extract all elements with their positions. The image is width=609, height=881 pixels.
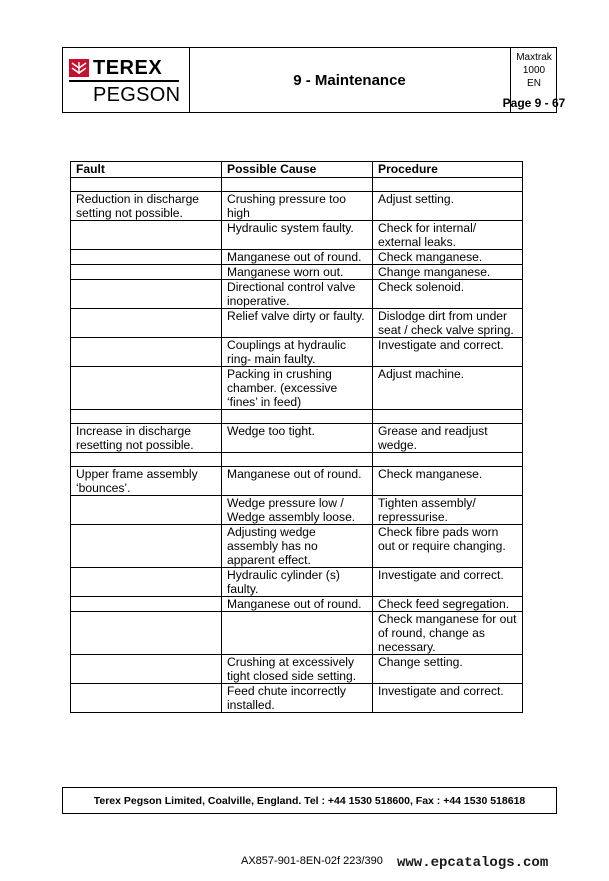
cell-procedure: Check manganese. [373, 467, 523, 496]
cell-fault [71, 367, 222, 410]
cell-procedure: Check manganese. [373, 250, 523, 265]
cell-fault [71, 265, 222, 280]
table-row [71, 568, 523, 597]
cell-cause: Crushing at excessively tight closed side setting. [222, 655, 373, 684]
cell-cause: Manganese out of round. [222, 250, 373, 265]
column-header-cause: Possible Cause [222, 162, 373, 178]
cell-procedure: Adjust machine. [373, 367, 523, 410]
cell-cause [222, 612, 373, 655]
table-row [71, 496, 523, 525]
cell-fault [71, 612, 222, 655]
cell-procedure: Change setting. [373, 655, 523, 684]
table-row [71, 250, 523, 265]
cell-procedure: Investigate and correct. [373, 338, 523, 367]
cell-cause: Relief valve dirty or faulty. [222, 309, 373, 338]
cell-cause [222, 410, 373, 424]
table-row [71, 467, 523, 496]
cell-fault: Upper frame assembly ‘bounces’. [71, 467, 222, 496]
table-header-row [71, 162, 523, 178]
table-row [71, 525, 523, 568]
table-row [71, 655, 523, 684]
cell-procedure: Grease and readjust wedge. [373, 424, 523, 453]
cell-cause: Manganese out of round. [222, 597, 373, 612]
fault-table [70, 161, 523, 713]
table-row [71, 280, 523, 309]
cell-fault [71, 410, 222, 424]
column-header-procedure: Procedure [373, 162, 523, 178]
table-row [71, 265, 523, 280]
document-reference: AX857-901-8EN-02f 223/390 [241, 855, 383, 867]
brand-name-terex: TEREX [93, 57, 163, 79]
cell-procedure: Check feed segregation. [373, 597, 523, 612]
table-spacer-row [71, 453, 523, 467]
cell-procedure: Check solenoid. [373, 280, 523, 309]
table-row [71, 367, 523, 410]
cell-procedure: Dislodge dirt from under seat / check valve spring. [373, 309, 523, 338]
table-row [71, 192, 523, 221]
terex-logo-icon [69, 59, 89, 77]
table-body [71, 178, 523, 713]
cell-procedure: Investigate and correct. [373, 568, 523, 597]
cell-fault [71, 250, 222, 265]
cell-fault [71, 338, 222, 367]
model-name: Maxtrak [516, 52, 552, 63]
page-header [62, 47, 566, 113]
cell-cause: Couplings at hydraulic ring- main faulty. [222, 338, 373, 367]
cell-fault: Reduction in discharge setting not possible. [71, 192, 222, 221]
cell-cause: Adjusting wedge assembly has no apparent effect. [222, 525, 373, 568]
cell-fault [71, 684, 222, 713]
cell-procedure: Adjust setting. [373, 192, 523, 221]
table-row [71, 597, 523, 612]
cell-procedure [373, 178, 523, 192]
cell-fault [71, 597, 222, 612]
company-footer: Terex Pegson Limited, Coalville, England. Tel : +44 1530 518600, Fax : +44 1530 518618 [62, 787, 557, 814]
section-title: 9 - Maintenance [189, 48, 511, 112]
page-number: Page 9 - 67 [502, 96, 566, 110]
cell-fault [71, 221, 222, 250]
table-row [71, 612, 523, 655]
watermark: www.epcatalogs.com [397, 855, 549, 871]
cell-cause: Directional control valve inoperative. [222, 280, 373, 309]
cell-cause: Manganese out of round. [222, 467, 373, 496]
cell-cause [222, 453, 373, 467]
cell-fault [71, 309, 222, 338]
table-row [71, 221, 523, 250]
cell-cause: Wedge pressure low / Wedge assembly loose. [222, 496, 373, 525]
cell-procedure [373, 410, 523, 424]
table-spacer-row [71, 178, 523, 192]
header-meta [502, 48, 566, 112]
model-number: 1000 [522, 65, 546, 76]
cell-cause: Hydraulic cylinder (s) faulty. [222, 568, 373, 597]
cell-procedure: Change manganese. [373, 265, 523, 280]
cell-fault [71, 525, 222, 568]
cell-cause: Feed chute incorrectly installed. [222, 684, 373, 713]
cell-procedure [373, 453, 523, 467]
cell-cause: Packing in crushing chamber. (excessive ‘fines’ in feed) [222, 367, 373, 410]
cell-cause [222, 178, 373, 192]
cell-procedure: Tighten assembly/ repressurise. [373, 496, 523, 525]
table-row [71, 309, 523, 338]
cell-fault [71, 178, 222, 192]
column-header-fault: Fault [71, 162, 222, 178]
cell-fault [71, 453, 222, 467]
brand-divider [69, 80, 179, 82]
cell-fault [71, 655, 222, 684]
table-spacer-row [71, 410, 523, 424]
table-row [71, 338, 523, 367]
table-row [71, 684, 523, 713]
cell-procedure: Check for internal/ external leaks. [373, 221, 523, 250]
cell-cause: Crushing pressure too high [222, 192, 373, 221]
brand-name-pegson: PEGSON [93, 84, 181, 106]
cell-cause: Hydraulic system faulty. [222, 221, 373, 250]
cell-procedure: Check manganese for out of round, change as necessary. [373, 612, 523, 655]
cell-fault [71, 568, 222, 597]
cell-fault: Increase in discharge resetting not possible. [71, 424, 222, 453]
cell-procedure: Check fibre pads worn out or require changing. [373, 525, 523, 568]
cell-fault [71, 280, 222, 309]
table-row [71, 424, 523, 453]
cell-cause: Manganese worn out. [222, 265, 373, 280]
cell-cause: Wedge too tight. [222, 424, 373, 453]
cell-fault [71, 496, 222, 525]
brand-logo [63, 48, 190, 112]
language-code: EN [527, 78, 541, 89]
cell-procedure: Investigate and correct. [373, 684, 523, 713]
